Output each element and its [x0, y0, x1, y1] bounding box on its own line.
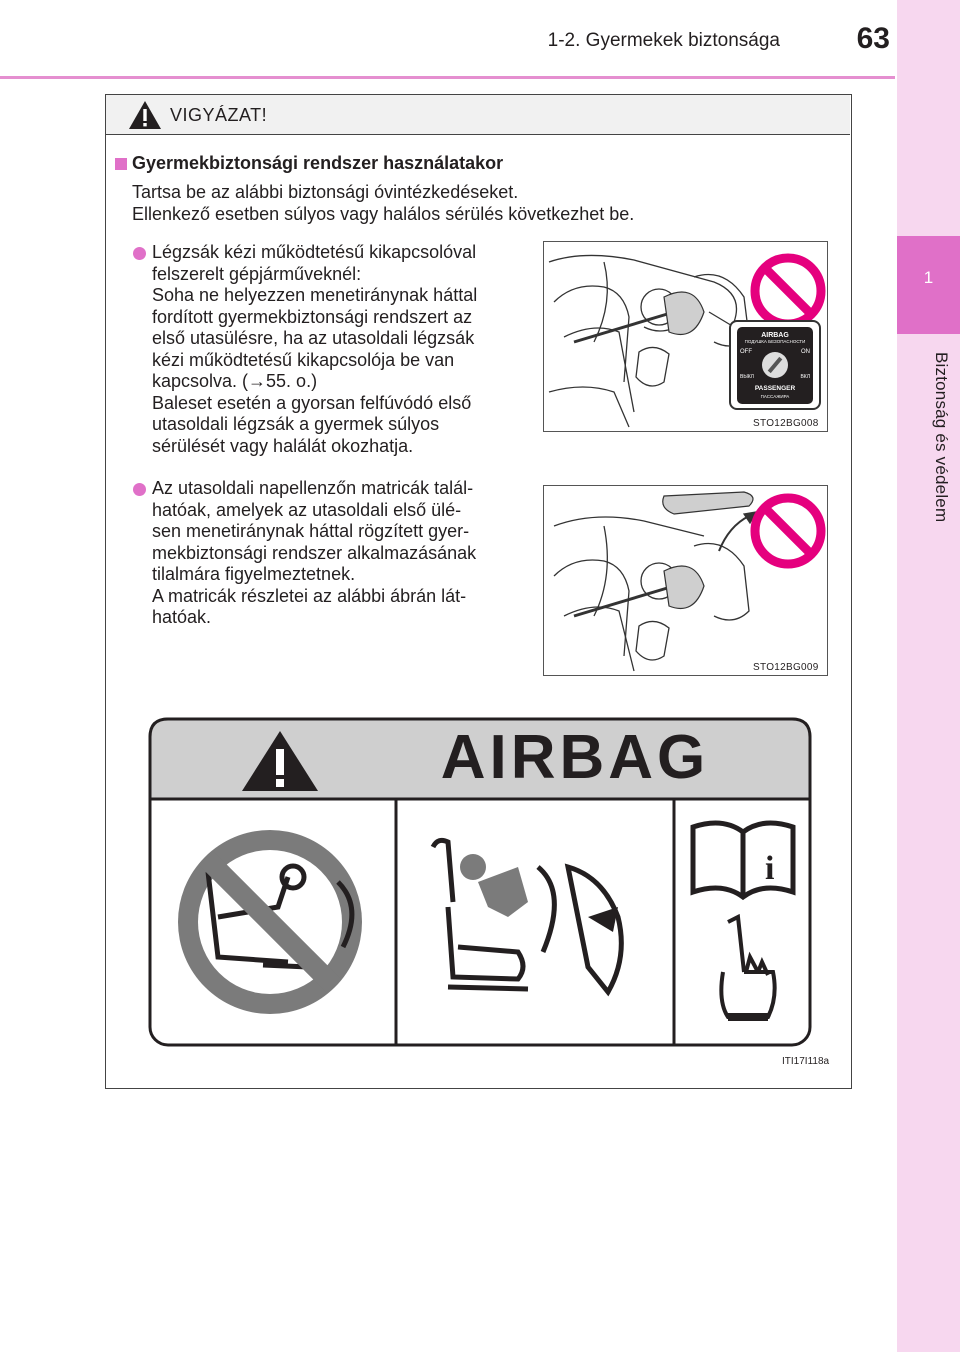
paragraph-line: sen menetiránynak háttal rögzített gyer-	[152, 521, 470, 541]
bullet-paragraph	[152, 478, 522, 629]
switch-knob	[762, 352, 788, 378]
figure-airbag-switch	[543, 241, 828, 432]
airbag-warning-label	[148, 717, 812, 1047]
figure-code: STO12BG008	[753, 418, 819, 429]
side-tab-chapter-title: Biztonság és védelem	[932, 352, 951, 523]
figure-sun-visor	[543, 485, 828, 676]
side-tab	[897, 0, 960, 1352]
intro-line: Ellenkező esetben súlyos vagy halálos sérülés következhet be.	[132, 204, 635, 224]
switch-off-label-ru: ВЫКЛ	[740, 374, 754, 380]
figure-code: ITI17I118a	[782, 1056, 830, 1067]
paragraph-line: hatóak.	[152, 607, 212, 627]
airbag-label-title: AIRBAG	[440, 723, 710, 792]
paragraph-line: Az utasoldali napellenzőn matricák talál-	[152, 478, 474, 498]
header-rule	[0, 76, 895, 79]
paragraph-line: utasoldali légzsák a gyermek súlyos	[152, 414, 440, 434]
paragraph-line: kézi működtetésű kikapcsolója be van	[152, 349, 455, 370]
page-number: 63	[856, 22, 890, 55]
figure-code: STO12BG009	[753, 662, 819, 673]
paragraph-line: A matricák részletei az alábbi ábrán lát-	[152, 585, 467, 606]
switch-bottom-label: PASSENGER	[754, 385, 796, 392]
bullet-dot	[133, 247, 146, 260]
caution-header	[106, 95, 850, 135]
paragraph-line: kapcsolva. (→55. o.)	[152, 371, 318, 391]
switch-off-label: OFF	[740, 349, 752, 355]
paragraph-line: felszerelt gépjárműveknél:	[152, 263, 362, 284]
switch-bottom-label-ru: ПАССАЖИРА	[760, 394, 790, 399]
switch-on-label-ru: ВКЛ	[800, 374, 810, 380]
switch-top-label-ru: ПОДУШКА БЕЗОПАСНОСТИ	[744, 339, 806, 344]
paragraph-line: Soha ne helyezzen menetiránynak háttal	[152, 285, 478, 305]
airbag-switch-panel	[729, 320, 821, 410]
paragraph-line: hatóak, amelyek az utasoldali első ülé-	[152, 499, 462, 520]
side-tab-chapter-number: 1	[923, 268, 934, 287]
prohibition-icon	[749, 252, 827, 330]
section-title: 1-2. Gyermekek biztonsága	[547, 30, 780, 51]
intro-line: Tartsa be az alábbi biztonsági óvintézkedéseket.	[132, 182, 519, 202]
paragraph-line: első utasülésre, ha az utasoldali légzsák	[152, 328, 475, 348]
paragraph-line: tilalmára figyelmeztetnek.	[152, 564, 356, 584]
caution-label: VIGYÁZAT!	[170, 105, 268, 125]
switch-top-label: AIRBAG	[761, 332, 789, 339]
paragraph-line: sérülését vagy halálát okozhatja.	[152, 435, 414, 456]
switch-label-plate	[737, 327, 813, 404]
paragraph-line: Baleset esetén a gyorsan felfúvódó első	[152, 392, 472, 413]
paragraph-line: fordított gyermekbiztonsági rendszert az	[152, 306, 473, 327]
prohibition-icon	[749, 492, 827, 570]
switch-on-label: ON	[801, 349, 810, 355]
bullet-dot	[133, 483, 146, 496]
warning-triangle-icon	[128, 100, 162, 130]
section-bullet-square	[115, 158, 127, 170]
caution-item-title: Gyermekbiztonsági rendszer használatakor	[132, 153, 504, 173]
paragraph-line: mekbiztonsági rendszer alkalmazásának	[152, 542, 477, 563]
bullet-paragraph	[152, 242, 522, 457]
info-letter: i	[765, 850, 775, 887]
paragraph-line: Légzsák kézi működtetésű kikapcsolóval	[152, 242, 477, 262]
